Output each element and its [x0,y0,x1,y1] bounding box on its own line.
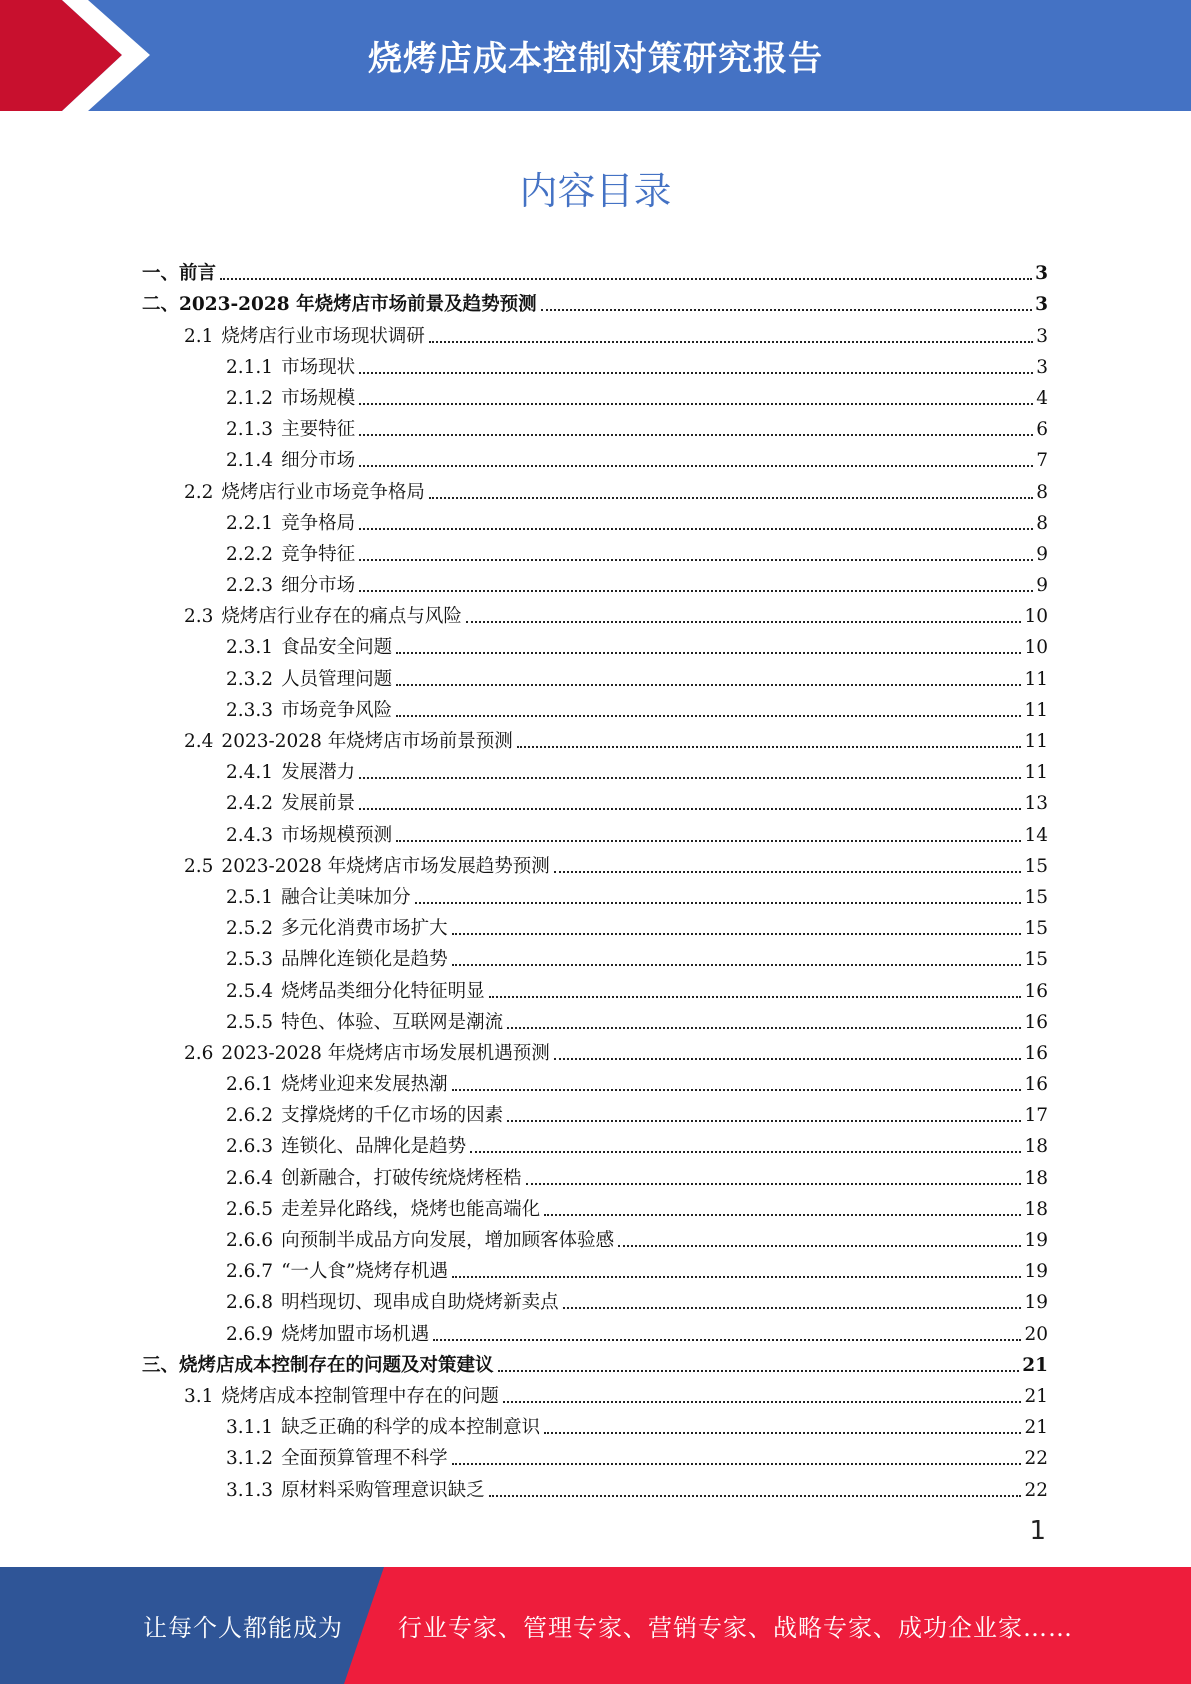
toc-dot-leader [359,465,1033,467]
toc-entry-page: 15 [1024,949,1048,971]
toc-entry[interactable] [142,971,1048,1002]
toc-entry-page: 15 [1024,855,1048,877]
toc-dot-leader [489,996,1022,998]
toc-entry[interactable] [142,566,1048,597]
toc-entry-title: 明档现切、现串成自助烧烤新卖点 [281,1292,559,1314]
toc-entry-page: 18 [1024,1167,1048,1189]
toc-dot-leader [507,1027,1021,1029]
toc-dot-leader [554,871,1022,873]
toc-entry-number: 3.1 [184,1385,214,1407]
toc-entry-title: 烧烤店成本控制管理中存在的问题 [221,1385,499,1407]
page-header-banner [0,0,1191,111]
toc-dot-leader [452,1276,1021,1278]
toc-entry-title: 烧烤店行业市场现状调研 [221,325,425,347]
toc-entry-number: 2.6.3 [226,1136,274,1158]
toc-entry-page: 3 [1036,325,1048,347]
toc-entry[interactable] [142,1439,1048,1470]
toc-entry[interactable] [142,909,1048,940]
toc-entry-page: 3 [1036,356,1048,378]
toc-entry-number: 2.2.3 [226,575,274,597]
toc-entry-number: 一、 [142,263,180,285]
toc-entry[interactable] [142,316,1048,347]
toc-entry-number: 2.6.1 [226,1074,274,1096]
toc-entry-page: 6 [1036,419,1048,441]
toc-dot-leader [359,777,1021,779]
toc-dot-leader [359,434,1033,436]
toc-entry-title: 2023-2028 年烧烤店市场前景及趋势预测 [179,294,537,316]
toc-entry-title: 烧烤店行业存在的痛点与风险 [221,606,462,628]
toc-dot-leader [359,372,1033,374]
toc-entry-page: 3 [1035,294,1048,316]
toc-entry[interactable] [142,1377,1048,1408]
toc-entry-number: 2.4.1 [226,762,274,784]
toc-entry[interactable] [142,410,1048,441]
toc-entry[interactable] [142,441,1048,472]
toc-entry[interactable] [142,878,1048,909]
toc-entry-page: 8 [1036,512,1048,534]
toc-entry-number: 2.6.8 [226,1292,274,1314]
page-number: 1 [1029,1516,1046,1546]
toc-entry-number: 2.3.1 [226,637,274,659]
toc-dot-leader [396,840,1021,842]
footer-slogan-left: 让每个人都能成为 [143,1614,343,1642]
footer-slogan-right: 行业专家、管理专家、营销专家、战略专家、成功企业家…… [398,1614,1073,1642]
toc-entry-title: 主要特征 [281,419,356,441]
toc-entry-number: 2.3 [184,606,214,628]
toc-entry-page: 13 [1024,793,1048,815]
toc-entry-number: 2.3.2 [226,668,274,690]
toc-entry[interactable] [142,628,1048,659]
toc-dot-leader [507,1120,1021,1122]
toc-dot-leader [359,808,1021,810]
toc-entry[interactable] [142,1003,1048,1034]
toc-entry-number: 2.5.4 [226,980,274,1002]
toc-entry-title: 2023-2028 年烧烤店市场前景预测 [221,731,513,752]
toc-entry-title: 食品安全问题 [281,637,393,659]
toc-entry-number: 2.5.1 [226,886,274,908]
toc-entry-page: 15 [1024,918,1048,940]
toc-entry-page: 10 [1024,606,1048,628]
toc-entry-title: 烧烤店成本控制存在的问题及对策建议 [179,1354,494,1376]
toc-entry-title: “一人食”烧烤存机遇 [281,1261,448,1283]
toc-entry[interactable] [142,784,1048,815]
toc-dot-leader [526,1183,1022,1185]
toc-entry-page: 16 [1024,1011,1048,1033]
toc-dot-leader [359,590,1033,592]
toc-dot-leader [452,1089,1022,1091]
toc-entry-page: 21 [1024,1417,1048,1439]
toc-entry-page: 21 [1024,1385,1048,1407]
toc-entry-page: 16 [1024,1042,1048,1064]
toc-entry-title: 竞争格局 [281,512,356,534]
toc-entry-title: 市场竞争风险 [281,699,393,721]
toc-dot-leader [359,528,1033,530]
toc-entry-title: 发展潜力 [281,762,356,784]
toc-entry-title: 烧烤加盟市场机遇 [281,1323,430,1345]
toc-entry-number: 2.5.3 [226,949,274,971]
toc-entry-number: 2.2.2 [226,543,274,565]
toc-entry-title: 融合让美味加分 [281,886,411,908]
toc-entry-page: 18 [1024,1136,1048,1158]
toc-entry-number: 2.5.5 [226,1011,274,1033]
toc-entry-title: 市场现状 [281,356,356,378]
toc-entry-title: 原材料采购管理意识缺乏 [281,1479,485,1501]
toc-entry-title: 全面预算管理不科学 [281,1448,448,1470]
toc-entry[interactable] [142,472,1048,503]
toc-entry-page: 21 [1022,1354,1048,1376]
toc-entry-title: 竞争特征 [281,543,356,565]
toc-entry-number: 3.1.1 [226,1417,274,1439]
toc-entry[interactable] [142,1065,1048,1096]
toc-entry[interactable] [142,1314,1048,1345]
toc-dot-leader [517,746,1022,748]
toc-dot-leader [554,1058,1022,1060]
toc-entry[interactable] [142,254,1048,285]
toc-entry-number: 2.1.2 [226,387,274,409]
toc-entry-number: 2.1.1 [226,356,274,378]
toc-entry-page: 11 [1024,668,1048,690]
toc-entry-number: 2.5 [184,855,214,877]
toc-entry-page: 4 [1036,387,1048,409]
toc-dot-leader [541,309,1033,311]
toc-entry[interactable] [142,597,1048,628]
toc-entry[interactable] [142,1158,1048,1189]
toc-entry-title: 2023-2028 年烧烤店市场发展机遇预测 [221,1042,550,1064]
toc-entry-title: 烧烤品类细分化特征明显 [281,980,485,1002]
toc-dot-leader [396,652,1021,654]
toc-dot-leader [544,1214,1021,1216]
toc-entry-title: 烧烤业迎来发展热潮 [281,1074,448,1096]
toc-entry[interactable] [142,1221,1048,1252]
toc-entry-page: 22 [1024,1448,1048,1470]
toc-entry-title: 创新融合，打破传统烧烤桎梏 [281,1167,522,1189]
toc-entry-page: 19 [1024,1230,1048,1251]
toc-entry-title: 品牌化连锁化是趋势 [281,949,448,971]
toc-entry-number: 二、 [142,294,180,316]
toc-entry-number: 3.1.3 [226,1479,274,1501]
toc-entry[interactable] [142,1408,1048,1439]
toc-entry[interactable] [142,940,1048,971]
toc-entry-title: 发展前景 [281,793,356,815]
toc-heading: 内容目录 [519,169,672,213]
toc-entry-number: 2.2 [184,481,214,503]
report-title: 烧烤店成本控制对策研究报告 [368,39,823,79]
toc-entry-page: 9 [1036,543,1048,565]
toc-entry-page: 11 [1024,731,1048,752]
toc-dot-leader [433,1339,1021,1341]
toc-dot-leader [396,715,1021,717]
toc-entry-number: 2.1 [184,325,214,347]
toc-entry-page: 14 [1024,824,1048,846]
toc-dot-leader [452,964,1022,966]
toc-dot-leader [452,1463,1022,1465]
toc-entry-page: 7 [1036,450,1048,472]
toc-entry-number: 2.6.9 [226,1323,274,1345]
toc-entry-title: 支撑烧烤的千亿市场的因素 [281,1105,504,1127]
toc-entry-number: 2.5.2 [226,918,274,940]
toc-entry[interactable] [142,379,1048,410]
toc-entry-page: 17 [1024,1105,1048,1127]
toc-entry-number: 2.4.3 [226,824,274,846]
toc-entry-page: 20 [1024,1323,1048,1345]
toc-entry-title: 连锁化、品牌化是趋势 [281,1136,467,1158]
toc-entry-page: 16 [1024,980,1048,1002]
toc-entry-title: 细分市场 [281,450,356,472]
table-of-contents [142,254,1048,1502]
toc-dot-leader [618,1245,1021,1247]
toc-entry-number: 2.1.3 [226,419,274,441]
toc-entry-title: 特色、体验、互联网是潮流 [281,1011,504,1033]
toc-entry-title: 前言 [179,263,217,285]
toc-entry[interactable] [142,1190,1048,1221]
toc-entry[interactable] [142,1127,1048,1158]
toc-entry-number: 2.6.7 [226,1261,274,1283]
toc-dot-leader [544,1432,1021,1434]
toc-entry[interactable] [142,504,1048,535]
toc-entry-page: 22 [1024,1479,1048,1501]
toc-entry-page: 18 [1024,1198,1048,1220]
toc-entry[interactable] [142,285,1048,316]
toc-entry-number: 2.2.1 [226,512,274,534]
toc-entry-page: 15 [1024,886,1048,908]
toc-entry-title: 缺乏正确的科学的成本控制意识 [281,1417,541,1439]
toc-entry-title: 细分市场 [281,575,356,597]
toc-dot-leader [563,1307,1022,1309]
toc-entry-page: 11 [1024,699,1048,721]
toc-entry[interactable] [142,1096,1048,1127]
toc-dot-leader [396,684,1021,686]
toc-entry-title: 人员管理问题 [281,668,393,690]
toc-entry-number: 2.4.2 [226,793,274,815]
toc-entry-title: 市场规模 [281,387,356,409]
toc-dot-leader [470,1151,1021,1153]
toc-dot-leader [359,559,1033,561]
toc-entry[interactable] [142,1346,1048,1377]
toc-entry[interactable] [142,1470,1048,1501]
toc-entry-page: 10 [1024,637,1048,659]
toc-entry-number: 2.6.5 [226,1198,274,1220]
toc-entry-page: 16 [1024,1074,1048,1096]
toc-dot-leader [503,1401,1022,1403]
toc-entry-title: 烧烤店行业市场竞争格局 [221,481,425,503]
toc-entry[interactable] [142,753,1048,784]
toc-entry[interactable] [142,1252,1048,1283]
toc-entry-title: 2023-2028 年烧烤店市场发展趋势预测 [221,855,550,877]
toc-entry[interactable] [142,1283,1048,1314]
toc-entry-page: 19 [1024,1292,1048,1314]
toc-entry-title: 多元化消费市场扩大 [281,918,448,940]
toc-entry[interactable] [142,691,1048,722]
toc-entry-number: 2.6.6 [226,1230,274,1251]
toc-entry[interactable] [142,815,1048,846]
toc-entry[interactable] [142,348,1048,379]
toc-dot-leader [489,1495,1022,1497]
toc-entry-page: 3 [1035,263,1048,285]
toc-entry-page: 19 [1024,1261,1048,1283]
toc-entry-title: 走差异化路线，烧烤也能高端化 [281,1198,541,1220]
toc-dot-leader [415,902,1022,904]
toc-entry[interactable] [142,847,1048,878]
toc-dot-leader [452,933,1022,935]
toc-entry-page: 11 [1024,762,1048,784]
toc-dot-leader [466,621,1022,623]
toc-entry-number: 2.1.4 [226,450,274,472]
toc-entry-number: 三、 [142,1354,180,1376]
toc-entry-number: 2.6 [184,1042,214,1064]
toc-dot-leader [429,497,1033,499]
toc-entry-page: 9 [1036,575,1048,597]
toc-entry[interactable] [142,722,1048,753]
toc-dot-leader [359,403,1033,405]
toc-entry-page: 8 [1036,481,1048,503]
toc-entry-number: 2.4 [184,731,214,752]
toc-dot-leader [429,341,1033,343]
toc-dot-leader [220,278,1032,280]
toc-entry-number: 2.6.4 [226,1167,274,1189]
toc-entry-number: 2.6.2 [226,1105,274,1127]
toc-entry-number: 3.1.2 [226,1448,274,1470]
toc-entry[interactable] [142,1034,1048,1065]
toc-entry-title: 市场规模预测 [281,824,393,846]
toc-entry[interactable] [142,535,1048,566]
toc-entry-number: 2.3.3 [226,699,274,721]
toc-entry[interactable] [142,659,1048,690]
toc-entry-title: 向预制半成品方向发展，增加顾客体验感 [281,1230,615,1251]
toc-dot-leader [498,1370,1020,1372]
